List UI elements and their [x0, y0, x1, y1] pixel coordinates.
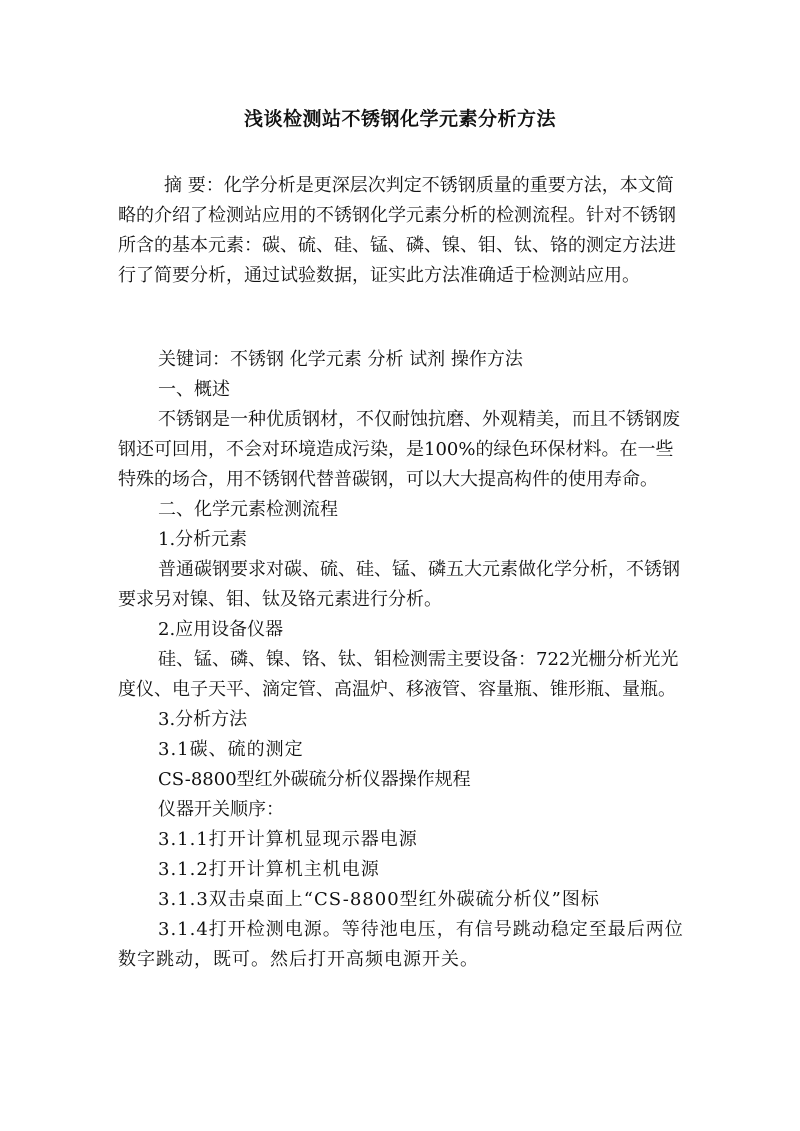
subsection31-heading: 3.1碳、硫的测定 [158, 739, 304, 760]
subsection2-paragraph: 硅、锰、磷、镍、铬、钛、钼检测需主要设备：722光栅分析光光度仪、电子天平、滴定管、高温炉、移液管、容量瓶、锥形瓶、量瓶。 [118, 649, 679, 700]
step-item: 3.1.3双击桌面上“CS-8800型红外碳硫分析仪”图标 [158, 889, 600, 910]
keywords-line: 关键词：不锈钢 化学元素 分析 试剂 操作方法 [158, 349, 523, 370]
document-title: 浅谈检测站不锈钢化学元素分析方法 [243, 108, 556, 130]
subsection1-paragraph: 普通碳钢要求对碳、硫、硅、锰、磷五大元素做化学分析，不锈钢要求另对镍、钼、钛及铬元素进行分析。 [118, 559, 680, 610]
step-item: 3.1.1打开计算机显现示器电源 [158, 829, 418, 850]
abstract-text: 化学分析是更深层次判定不锈钢质量的重要方法，本文简略的介绍了检测站应用的不锈钢化学元素分析的检测流程。针对不锈钢所含的基本元素：碳、硫、硅、锰、磷、镍、钼、钛、铬的测定方法进行了简要分析，通过试验数据，证实此方法准确适于检测站应用。 [118, 175, 676, 286]
subsection3-heading: 3.分析方法 [158, 709, 248, 730]
instrument-title: CS-8800型红外碳硫分析仪器操作规程 [158, 769, 471, 790]
step-item: 3.1.4打开检测电源。等待池电压，有信号跳动稳定至最后两位数字跳动，既可。然后打开高频电源开关。 [118, 919, 684, 970]
section1-heading: 一、概述 [158, 379, 230, 400]
document-body [118, 345, 690, 975]
section2-heading: 二、化学元素检测流程 [158, 499, 338, 520]
abstract-label: 摘 要： [164, 175, 224, 196]
step-item: 3.1.2打开计算机主机电源 [158, 859, 380, 880]
abstract-block [118, 171, 690, 291]
subsection2-heading: 2.应用设备仪器 [158, 619, 284, 640]
subsection1-heading: 1.分析元素 [158, 529, 248, 550]
switch-order-label: 仪器开关顺序： [158, 799, 284, 820]
section1-paragraph: 不锈钢是一种优质钢材，不仅耐蚀抗磨、外观精美，而且不锈钢废钢还可回用，不会对环境造成污染，是100%的绿色环保材料。在一些特殊的场合，用不锈钢代替普碳钢，可以大大提高构件的使用寿命。 [118, 409, 680, 490]
